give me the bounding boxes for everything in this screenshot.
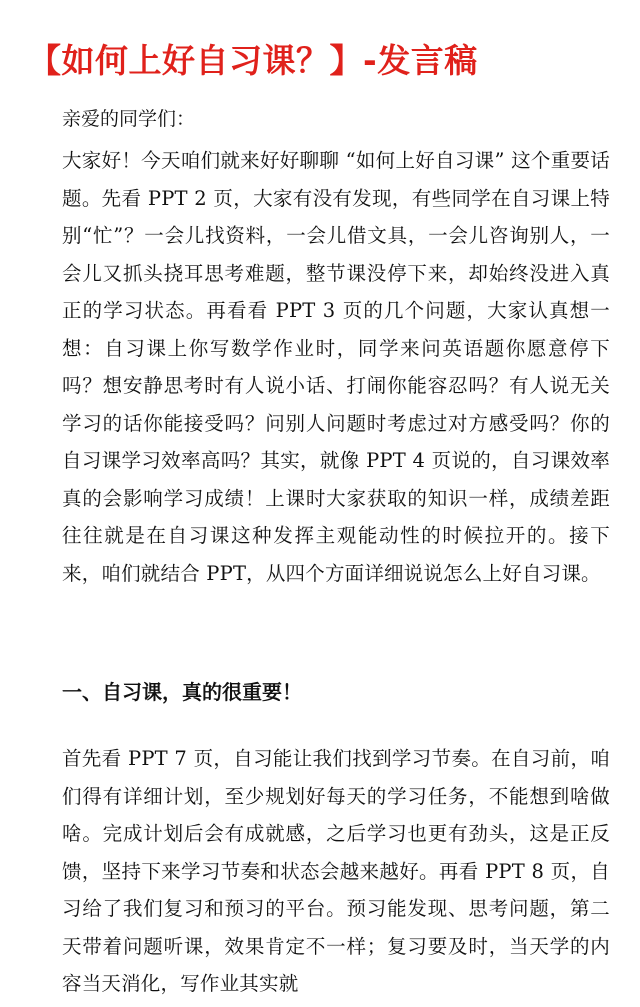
section-heading: 一、自习课，真的很重要！ [62, 680, 302, 704]
intro-paragraph: 大家好！今天咱们就来好好聊聊 “如何上好自习课” 这个重要话题。先看 PPT 2 页，大家有没有发现，有些同学在自习课上特别“忙”？一会儿找资料，一会儿借文具，一会儿咨询别人，一会儿又抓头挠耳思考难题，整节课没停下来，却始终没进入真正的学习状态。再看看 PPT 3 页的几个问题，大家认真想一想：自习课上你写数学作业时，同学来问英语题你愿意停下吗？想安静思考时有人说小话、打闹你能容忍吗？有人说无关学习的话你能接受吗？问别人问题时考虑过对方感受吗？你的自习课学习效率高吗？其实，就像 PPT 4 页说的，自习课效率真的会影响学习成绩！上课时大家获取的知识一样，成绩差距往往就是在自习课这种发挥主观能动性的时候拉开的。接下来，咱们就结合 PPT，从四个方面详细说说怎么上好自习课。 [62, 149, 610, 585]
greeting: 亲爱的同学们： [62, 108, 196, 130]
section-paragraph: 首先看 PPT 7 页，自习能让我们找到学习节奏。在自习前，咱们得有详细计划，至少规划好每天的学习任务，不能想到啥做啥。完成计划后会有成就感，之后学习也更有劲头，这是正反馈，坚持下来学习节奏和状态会越来越好。再看 PPT 8 页，自习给了我们复习和预习的平台。预习能发现、思考问题，第二天带着问题听课，效果肯定不一样；复习要及时，当天学的内容当天消化，写作业其实就 [62, 747, 610, 995]
document-title: 【如何上好自习课？】-发言稿 [28, 41, 478, 80]
